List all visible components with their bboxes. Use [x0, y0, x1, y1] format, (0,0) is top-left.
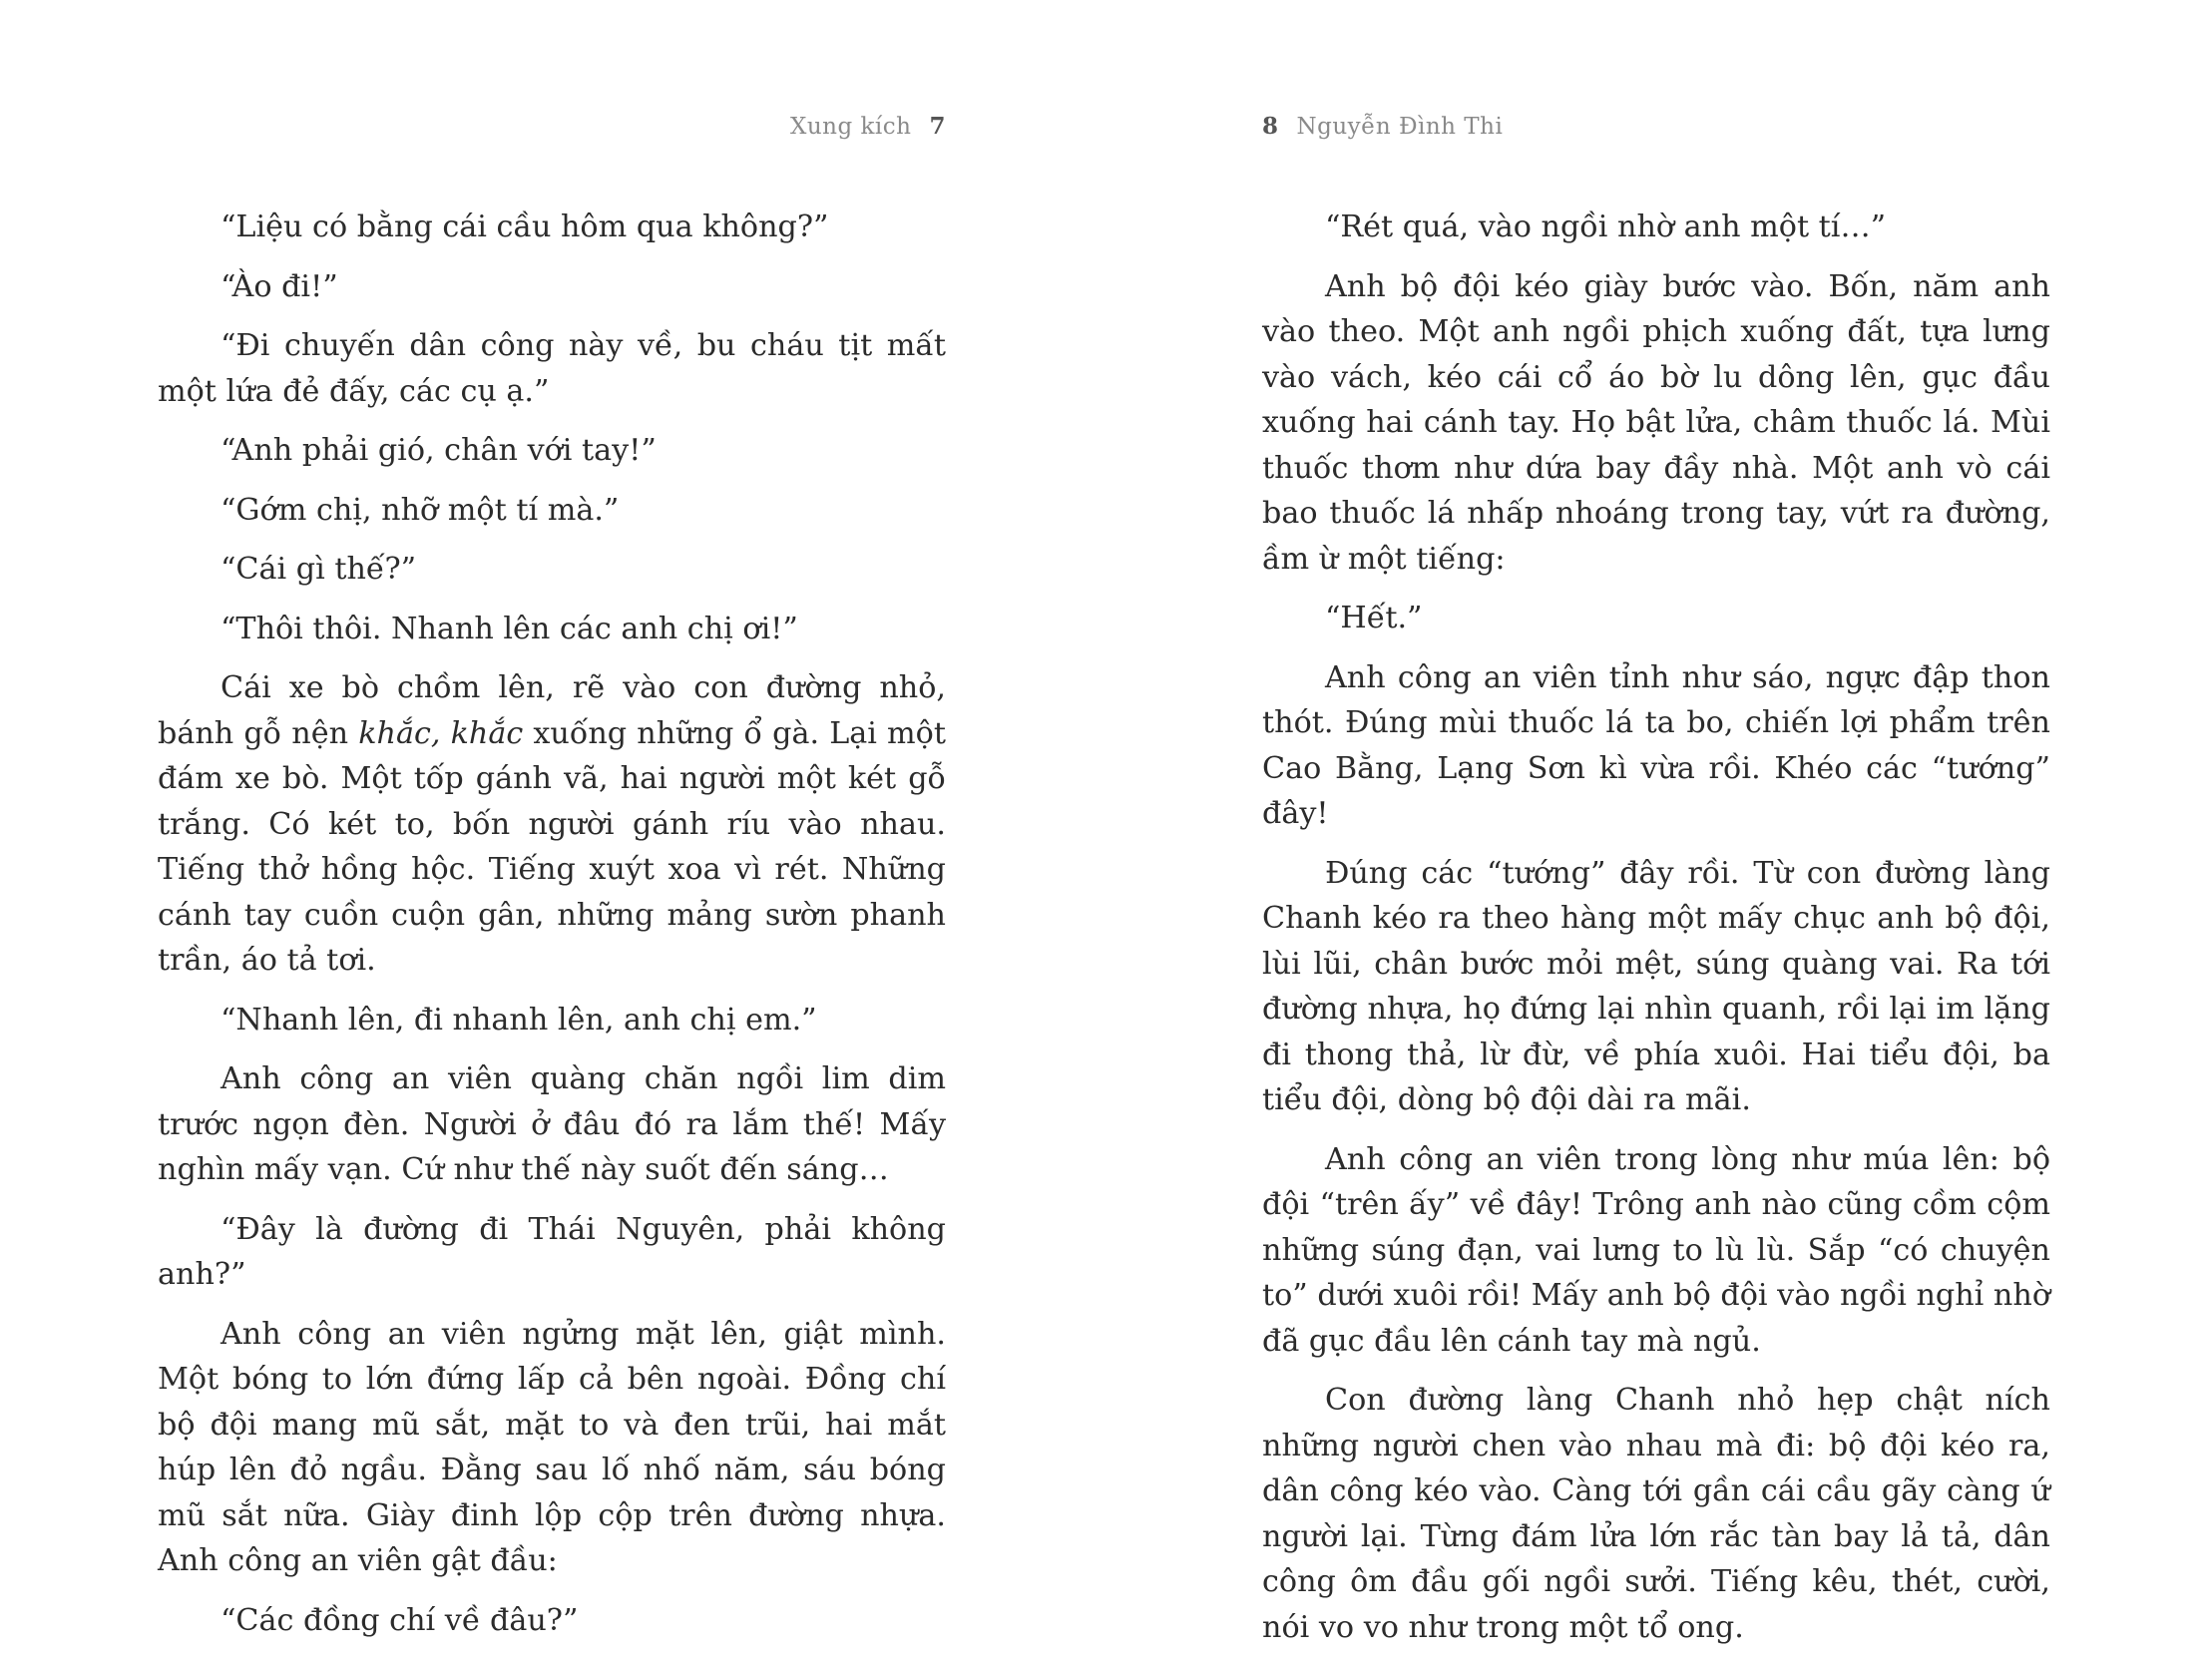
paragraph: “Đi chuyến dân công này về, bu cháu tịt mất một lứa đẻ đấy, các cụ ạ.”	[158, 328, 946, 409]
left-page	[158, 0, 946, 1642]
paragraph: “Đây là đường đi Thái Nguyên, phải không anh?”	[158, 1211, 946, 1292]
paragraph: “Rét quá, vào ngồi nhờ anh một tí…”	[1325, 209, 1887, 244]
header-title: Xung kích	[789, 114, 912, 140]
text-run: xuống những ổ gà. Lại một đám xe bò. Một tốp gánh vã, hai người một két gỗ trắng. Có két to, bốn người gánh ríu vào nhau. Tiếng thở hồng hộc. Tiếng xuýt xoa vì rét. Những cánh tay cuồn cuộn gân, những mảng sườn phanh trần, áo tả tơi.	[158, 715, 946, 978]
header-title: Nguyễn Đình Thi	[1296, 114, 1504, 140]
paragraph: “Anh phải gió, chân với tay!”	[221, 433, 657, 468]
paragraph: Anh bộ đội kéo giày bước vào. Bốn, năm anh vào theo. Một anh ngồi phịch xuống đất, tựa lưng vào vách, kéo cái cổ áo bờ lu dông lên, gục đầu xuống hai cánh tay. Họ bật lửa, châm thuốc lá. Mùi thuốc thơm như dứa bay đầy nhà. Một anh vò cái bao thuốc lá nhấp nhoáng trong tay, vứt ra đường, ầm ừ một tiếng:	[1262, 268, 2050, 577]
paragraph: “Thôi thôi. Nhanh lên các anh chị ơi!”	[221, 611, 798, 646]
paragraph: Anh công an viên trong lòng như múa lên: bộ đội “trên ấy” về đây! Trông anh nào cũng cồm cộm những súng đạn, vai lưng to lù lù. Sắp “có chuyện to” dưới xuôi rồi! Mấy anh bộ đội vào ngồi nghỉ nhờ đã gục đầu lên cánh tay mà ngủ.	[1262, 1141, 2050, 1359]
paragraph: Đúng các “tướng” đây rồi. Từ con đường làng Chanh kéo ra theo hàng một mấy chục anh bộ đội, lùi lũi, chân bước mỏi mệt, súng quàng vai. Ra tới đường nhựa, họ đứng lại nhìn quanh, rồi lại im lặng đi thong thả, lừ đừ, về phía xuôi. Hai tiểu đội, ba tiểu đội, dòng bộ đội dài ra mãi.	[1262, 855, 2050, 1117]
paragraph: “Gớm chị, nhỡ một tí mà.”	[221, 492, 620, 528]
paragraph: Anh công an viên ngửng mặt lên, giật mình. Một bóng to lớn đứng lấp cả bên ngoài. Đồng chí bộ đội mang mũ sắt, mặt to và đen trũi, hai mắt húp lên đỏ ngầu. Đằng sau lố nhố năm, sáu bóng mũ sắt nữa. Giày đinh lộp cộp trên đường nhựa. Anh công an viên gật đầu:	[158, 1316, 946, 1578]
running-header-right	[1262, 113, 1503, 153]
paragraph: “Liệu có bằng cái cầu hôm qua không?”	[221, 209, 829, 244]
right-page	[1262, 0, 2050, 1645]
page-body-right	[1262, 205, 2050, 1664]
paragraph: Anh công an viên quàng chăn ngồi lim dim trước ngọn đèn. Người ở đâu đó ra lắm thế! Mấy nghìn mấy vạn. Cứ như thế này suốt đến sáng…	[158, 1061, 946, 1187]
paragraph: Con đường làng Chanh nhỏ hẹp chật ních những người chen vào nhau mà đi: bộ đội kéo ra, dân công kéo vào. Càng tới gần cái cầu gãy càng ứ người lại. Từng đám lửa lớn rắc tàn bay lả tả, dân công ôm đầu gối ngồi sưởi. Tiếng kêu, thét, cười, nói vo vo như trong một tổ ong.	[1262, 1383, 2050, 1645]
running-header-left	[790, 113, 946, 153]
text-run: Cái xe bò chồm lên, rẽ vào con đường nhỏ, bánh gỗ nện	[158, 670, 946, 751]
page-number: 7	[929, 113, 946, 140]
paragraph: “Cái gì thế?”	[221, 552, 417, 587]
page-number: 8	[1262, 113, 1279, 140]
paragraph: “Các đồng chí về đâu?”	[221, 1602, 579, 1638]
paragraph: “Ào đi!”	[221, 268, 338, 304]
italic-text: khắc, khắc	[358, 715, 524, 751]
page-body-left	[158, 205, 946, 1657]
paragraph: Anh công an viên tỉnh như sáo, ngực đập thon thót. Đúng mùi thuốc lá ta bo, chiến lợi phẩm trên Cao Bằng, Lạng Sơn kì vừa rồi. Khéo các “tướng” đây!	[1262, 659, 2050, 831]
paragraph: “Nhanh lên, đi nhanh lên, anh chị em.”	[221, 1002, 817, 1038]
paragraph: “Hết.”	[1325, 601, 1423, 635]
paragraph	[158, 665, 946, 984]
